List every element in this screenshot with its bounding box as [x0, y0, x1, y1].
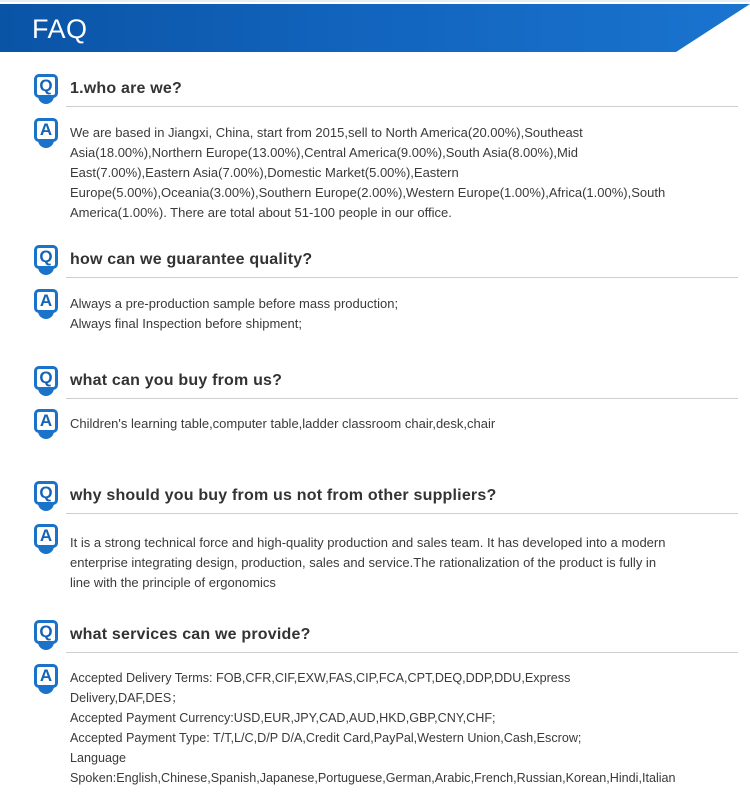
question-divider — [66, 106, 738, 107]
answer-line: Always a pre-production sample before mass production; — [70, 296, 399, 311]
answer-line: America(1.00%). There are total about 51-100 people in our office. — [70, 205, 452, 220]
faq-question: 1.who are we? — [70, 80, 182, 97]
faq-answer — [70, 533, 740, 593]
answer-line: enterprise integrating design, production, sales and service.The rationalization of the product is fully in — [70, 555, 657, 570]
answer-line: Spoken:English,Chinese,Spanish,Japanese,Portuguese,German,Arabic,French,Russian,Korean,Hindi,Italian — [70, 771, 676, 785]
answer-line: Europe(5.00%),Oceania(3.00%),Southern Europe(2.00%),Western Europe(1.00%),Africa(1.00%),South — [70, 185, 666, 200]
faq-question: how can we guarantee quality? — [70, 251, 313, 268]
faq-answer — [70, 668, 750, 788]
a-badge-icon: A — [34, 409, 58, 433]
q-badge-icon: Q — [34, 245, 58, 269]
question-divider — [66, 652, 738, 653]
page-title: FAQ — [32, 14, 88, 44]
answer-line: Children's learning table,computer table,ladder classroom chair,desk,chair — [70, 416, 496, 431]
question-divider — [66, 513, 738, 514]
faq-question: why should you buy from us not from other suppliers? — [70, 487, 497, 504]
answer-line: Delivery,DAF,DES； — [70, 691, 184, 705]
faq-header — [0, 0, 750, 56]
faq-question: what services can we provide? — [70, 626, 311, 643]
question-divider — [66, 398, 738, 399]
a-badge-icon: A — [34, 664, 58, 688]
faq-answer — [70, 414, 740, 434]
faq-question: what can you buy from us? — [70, 372, 283, 389]
answer-line: Asia(18.00%),Northern Europe(13.00%),Central America(9.00%),South Asia(8.00%),Mid — [70, 145, 578, 160]
question-divider — [66, 277, 738, 278]
q-badge-icon: Q — [34, 366, 58, 390]
answer-line: Accepted Payment Type: T/T,L/C,D/P D/A,Credit Card,PayPal,Western Union,Cash,Escrow; — [70, 731, 582, 745]
q-badge-icon: Q — [34, 481, 58, 505]
answer-line: Accepted Delivery Terms: FOB,CFR,CIF,EXW,FAS,CIP,FCA,CPT,DEQ,DDP,DDU,Express — [70, 671, 571, 685]
faq-answer — [70, 123, 740, 223]
answer-line: It is a strong technical force and high-quality production and sales team. It has developed into a modern — [70, 535, 666, 550]
faq-answer — [70, 294, 740, 334]
header-top-line — [0, 0, 750, 2]
answer-line: line with the principle of ergonomics — [70, 575, 276, 590]
answer-line: Always final Inspection before shipment; — [70, 316, 302, 331]
a-badge-icon: A — [34, 118, 58, 142]
q-badge-icon: Q — [34, 620, 58, 644]
answer-line: Language — [70, 751, 127, 765]
a-badge-icon: A — [34, 289, 58, 313]
header-band — [0, 4, 750, 52]
a-badge-icon: A — [34, 524, 58, 548]
answer-line: We are based in Jiangxi, China, start from 2015,sell to North America(20.00%),Southeast — [70, 125, 583, 140]
answer-line: Accepted Payment Currency:USD,EUR,JPY,CAD,AUD,HKD,GBP,CNY,CHF; — [70, 711, 496, 725]
q-badge-icon: Q — [34, 74, 58, 98]
answer-line: East(7.00%),Eastern Asia(7.00%),Domestic Market(5.00%),Eastern — [70, 165, 459, 180]
